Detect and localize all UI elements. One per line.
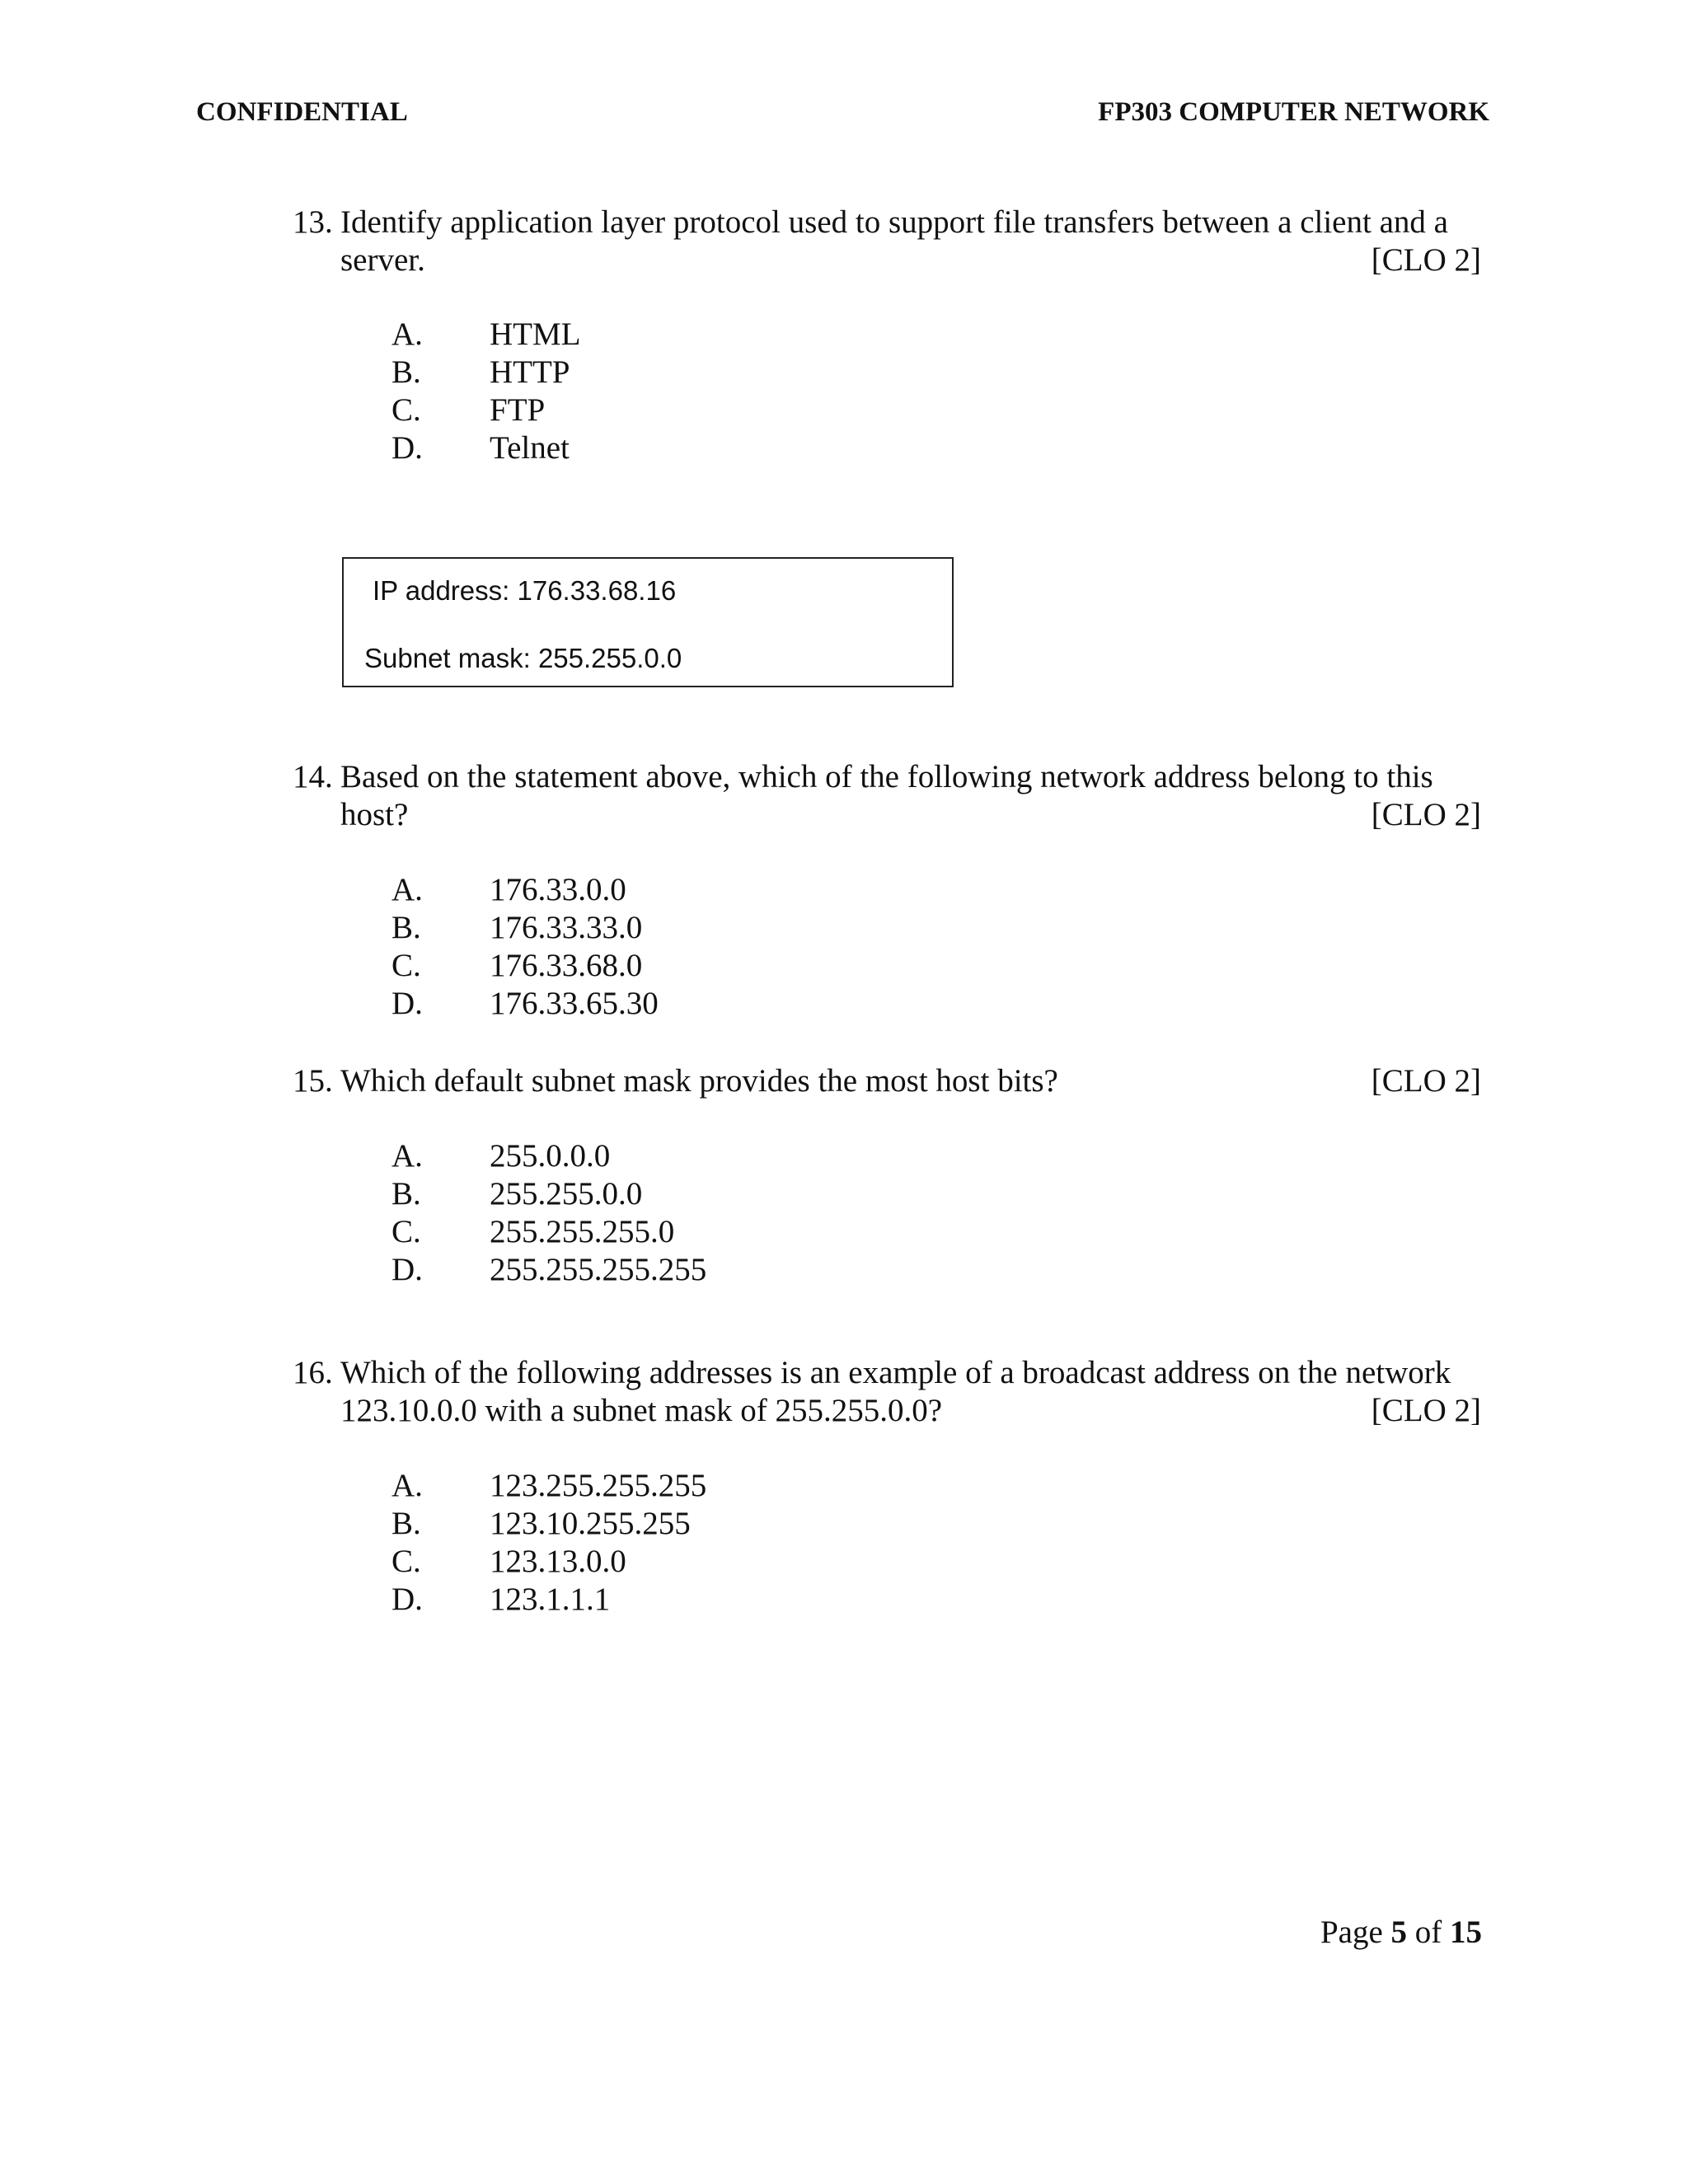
option-text: 176.33.33.0 — [490, 910, 643, 945]
total-pages: 15 — [1450, 1915, 1482, 1950]
question-text: Identify application layer protocol used to support file transfers between a client and a — [340, 204, 1448, 240]
option-text: 123.10.255.255 — [490, 1506, 691, 1541]
option-letter: B. — [392, 1506, 421, 1541]
option-text: 255.255.255.0 — [490, 1214, 675, 1249]
clo-tag: [CLO 2] — [1371, 1063, 1481, 1099]
option-letter: B. — [392, 910, 421, 945]
option-d — [392, 429, 581, 467]
option-letter: A. — [392, 872, 423, 907]
option-text: 255.255.0.0 — [490, 1176, 643, 1212]
option-b — [392, 354, 581, 391]
option-text: HTTP — [490, 354, 570, 390]
option-a — [392, 871, 659, 909]
question-text: Which default subnet mask provides the most host bits? — [340, 1063, 1058, 1099]
question-16 — [293, 1354, 1481, 1430]
question-number: 13. — [293, 204, 333, 240]
option-letter: A. — [392, 316, 423, 352]
option-a — [392, 316, 581, 354]
option-letter: D. — [392, 1582, 423, 1617]
option-text: 123.1.1.1 — [490, 1582, 611, 1617]
question-number: 15. — [293, 1063, 333, 1099]
option-d — [392, 1581, 706, 1619]
clo-tag: [CLO 2] — [1371, 797, 1481, 832]
question-number: 16. — [293, 1355, 333, 1390]
question-text-continued: 123.10.0.0 with a subnet mask of 255.255.0.0? — [340, 1393, 943, 1428]
option-letter: B. — [392, 354, 421, 390]
question-15 — [293, 1062, 1481, 1100]
option-d — [392, 985, 659, 1023]
option-text: Telnet — [490, 430, 570, 466]
question-16-options — [392, 1467, 706, 1619]
question-text: Based on the statement above, which of the following network address belong to this — [340, 759, 1433, 794]
page-word: Page — [1320, 1915, 1383, 1950]
of-word: of — [1414, 1915, 1442, 1950]
option-text: 123.13.0.0 — [490, 1544, 626, 1579]
option-letter: A. — [392, 1468, 423, 1503]
option-a — [392, 1467, 706, 1505]
option-c — [392, 1543, 706, 1581]
question-text-continued: host? — [340, 797, 409, 832]
question-14-options — [392, 871, 659, 1023]
ip-info-box — [342, 557, 954, 687]
option-c — [392, 1213, 706, 1251]
option-letter: C. — [392, 948, 421, 983]
option-a — [392, 1137, 706, 1175]
option-c — [392, 391, 581, 429]
question-text: Which of the following addresses is an example of a broadcast address on the network — [340, 1355, 1451, 1390]
option-b — [392, 909, 659, 947]
question-text-continued: server. — [340, 242, 425, 278]
option-letter: A. — [392, 1138, 423, 1174]
option-text: 255.0.0.0 — [490, 1138, 611, 1174]
option-b — [392, 1505, 706, 1543]
course-title: FP303 COMPUTER NETWORK — [1098, 97, 1489, 127]
option-text: HTML — [490, 316, 581, 352]
option-text: FTP — [490, 392, 546, 428]
option-text: 176.33.68.0 — [490, 948, 643, 983]
question-13 — [293, 204, 1481, 279]
page-number — [1320, 1914, 1482, 1951]
question-13-options — [392, 316, 581, 467]
option-text: 255.255.255.255 — [490, 1252, 707, 1287]
subnet-mask-line: Subnet mask: 255.255.0.0 — [364, 643, 682, 673]
option-letter: D. — [392, 430, 423, 466]
option-text: 123.255.255.255 — [490, 1468, 707, 1503]
confidential-label: CONFIDENTIAL — [196, 97, 408, 127]
current-page: 5 — [1390, 1915, 1407, 1950]
option-d — [392, 1251, 706, 1289]
option-letter: C. — [392, 1544, 421, 1579]
question-number: 14. — [293, 759, 333, 794]
option-letter: C. — [392, 392, 421, 428]
clo-tag: [CLO 2] — [1371, 1393, 1481, 1428]
clo-tag: [CLO 2] — [1371, 242, 1481, 278]
option-text: 176.33.0.0 — [490, 872, 626, 907]
question-14 — [293, 758, 1481, 834]
option-b — [392, 1175, 706, 1213]
option-text: 176.33.65.30 — [490, 986, 659, 1021]
ip-address-line: IP address: 176.33.68.16 — [373, 575, 677, 606]
option-letter: D. — [392, 986, 423, 1021]
question-15-options — [392, 1137, 706, 1289]
option-letter: B. — [392, 1176, 421, 1212]
option-letter: C. — [392, 1214, 421, 1249]
option-letter: D. — [392, 1252, 423, 1287]
option-c — [392, 947, 659, 985]
